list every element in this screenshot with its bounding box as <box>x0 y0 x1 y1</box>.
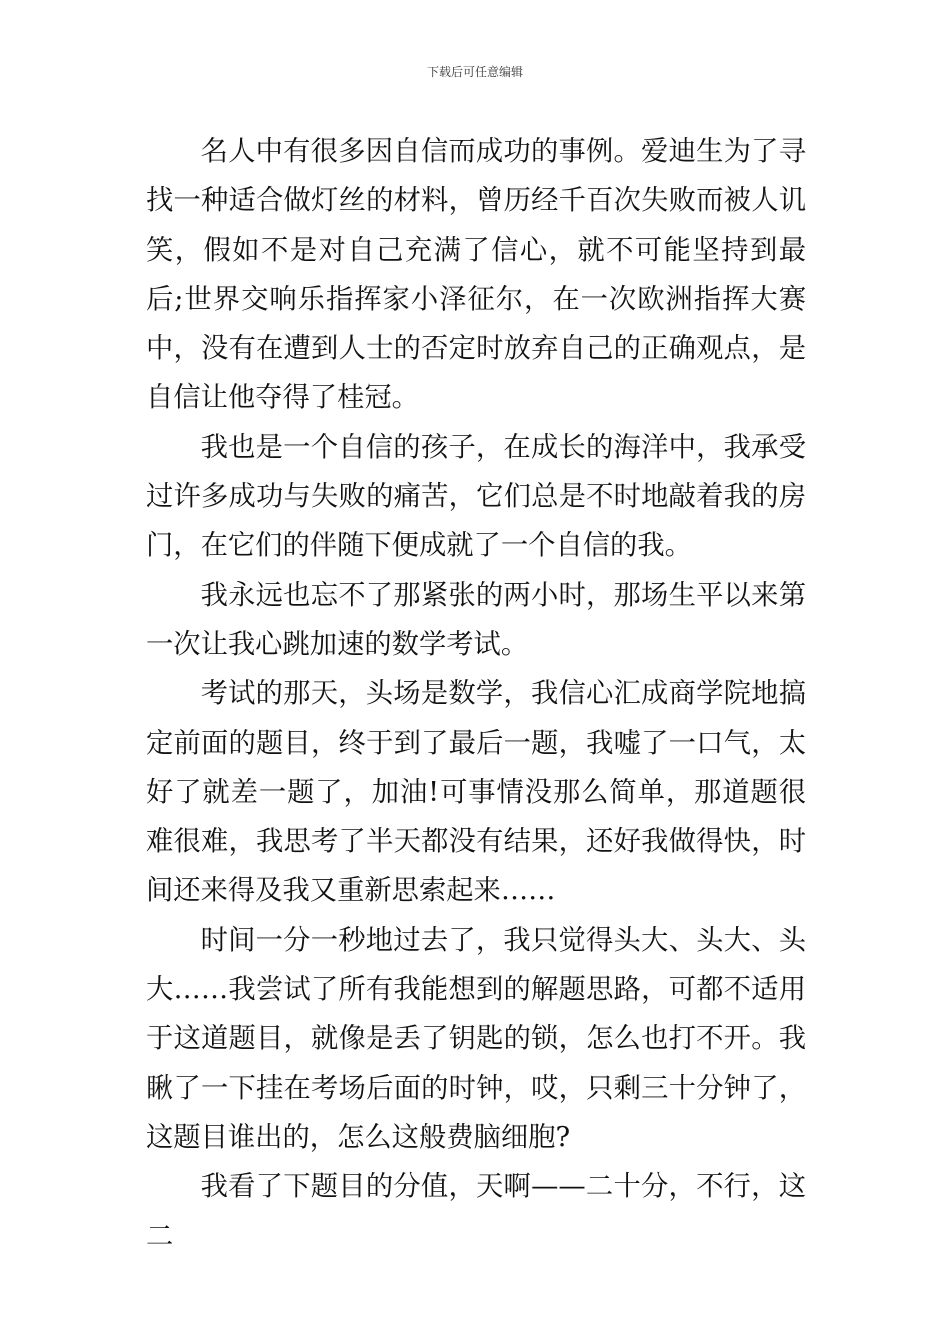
document-body <box>146 127 806 1261</box>
paragraph: 考试的那天，头场是数学，我信心汇成商学院地搞定前面的题目，终于到了最后一题，我嘘了一口气，太好了就差一题了，加油!可事情没那么简单，那道题很难很难，我思考了半天都没有结果，还好我做得快，时间还来得及我又重新思索起来…… <box>146 678 806 907</box>
paragraph: 我也是一个自信的孩子，在成长的海洋中，我承受过许多成功与失败的痛苦，它们总是不时地敲着我的房门，在它们的伴随下便成就了一个自信的我。 <box>146 431 806 562</box>
paragraph: 时间一分一秒地过去了，我只觉得头大、头大、头大……我尝试了所有我能想到的解题思路，可都不适用于这道题目，就像是丢了钥匙的锁，怎么也打不开。我瞅了一下挂在考场后面的时钟，哎，只剩三十分钟了，这题目谁出的，怎么这般费脑细胞? <box>146 924 806 1153</box>
paragraph: 我永远也忘不了那紧张的两小时，那场生平以来第一次让我心跳加速的数学考试。 <box>146 579 806 660</box>
paragraph: 我看了下题目的分值，天啊——二十分，不行，这二 <box>146 1171 806 1252</box>
page-header: 下载后可任意编辑 <box>426 65 523 79</box>
paragraph: 名人中有很多因自信而成功的事例。爱迪生为了寻找一种适合做灯丝的材料，曾历经千百次失败而被人讥笑，假如不是对自己充满了信心，就不可能坚持到最后;世界交响乐指挥家小泽征尔，在一次欧洲指挥大赛中，没有在遭到人士的否定时放弃自己的正确观点，是自信让他夺得了桂冠。 <box>146 136 806 414</box>
